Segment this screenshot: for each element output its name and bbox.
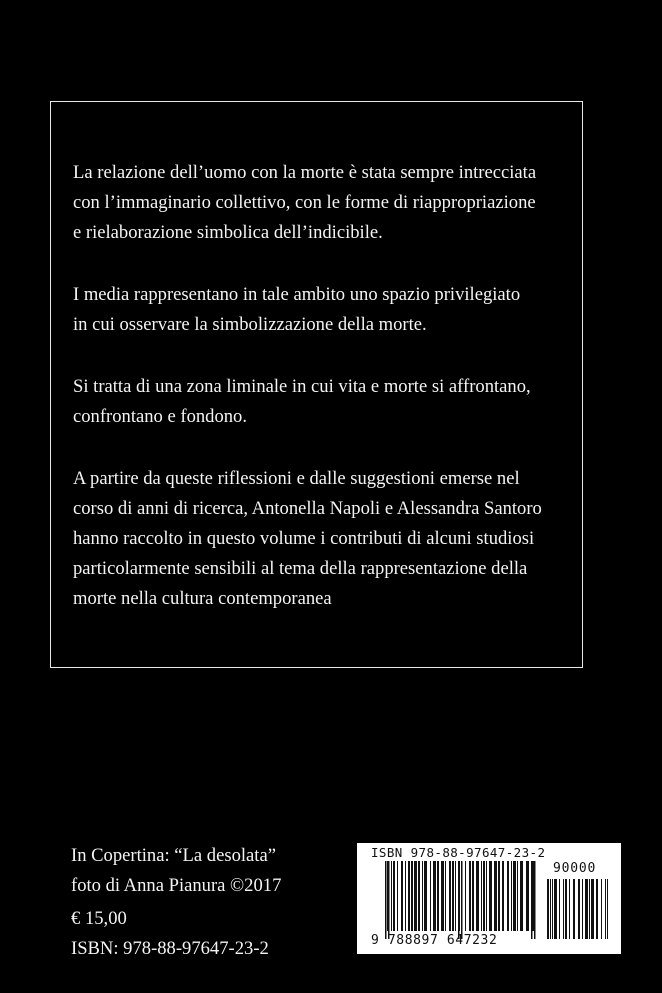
barcode-bar — [494, 861, 497, 931]
cover-credit-line: In Copertina: “La desolata” — [71, 845, 276, 866]
barcode-bar — [554, 879, 557, 939]
blurb-paragraph-3 — [73, 372, 573, 432]
blurb-paragraph-4 — [73, 464, 573, 614]
blurb-line: in cui osservare la simbolizzazione della morte. — [73, 314, 427, 335]
barcode-guard-bar — [534, 861, 536, 939]
barcode-bar — [472, 861, 474, 931]
barcode-bar — [605, 879, 606, 939]
barcode-bar — [520, 861, 523, 931]
barcode-guard-bar — [388, 861, 390, 939]
barcode-bar — [552, 879, 553, 939]
photo-credit-line: foto di Anna Pianura ©2017 — [71, 875, 282, 896]
barcode-bar — [489, 861, 492, 931]
barcode-guard-bar — [385, 861, 387, 939]
barcode-bar — [393, 861, 395, 931]
barcode-bar — [433, 861, 436, 931]
barcode-bar — [405, 861, 406, 931]
barcode — [357, 843, 621, 954]
barcode-bar — [422, 861, 423, 931]
barcode-bar — [585, 879, 588, 939]
barcode-bar — [401, 861, 403, 931]
barcode-bar — [569, 879, 570, 939]
barcode-bar — [596, 879, 598, 939]
barcode-bar — [601, 879, 602, 939]
barcode-bar — [414, 861, 417, 931]
barcode-bar — [465, 861, 466, 931]
blurb-text — [73, 158, 573, 646]
blurb-line: e rielaborazione simbolica dell’indicibile. — [73, 222, 383, 243]
blurb-line: Si tratta di una zona liminale in cui vita e morte si affrontano, — [73, 376, 531, 397]
barcode-bar — [418, 861, 420, 931]
barcode-bar — [476, 861, 479, 931]
barcode-bar — [550, 879, 551, 939]
barcode-guard-bar — [458, 861, 460, 939]
barcode-bar — [507, 861, 509, 931]
barcode-bar — [455, 861, 456, 931]
barcode-bar — [437, 861, 439, 931]
barcode-bar — [441, 861, 444, 931]
barcode-bar — [526, 861, 529, 931]
blurb-line: I media rappresentano in tale ambito uno spazio privilegiato — [73, 284, 521, 305]
barcode-bar — [411, 861, 413, 931]
barcode-bar — [483, 861, 485, 931]
blurb-line: particolarmente sensibili al tema della rappresentazione della — [73, 558, 528, 579]
barcode-bar — [498, 861, 500, 931]
barcode-bar — [607, 879, 608, 939]
barcode-bar — [517, 861, 518, 931]
barcode-bar — [582, 879, 583, 939]
barcode-bar — [565, 879, 567, 939]
barcode-bar — [397, 861, 398, 931]
blurb-line: hanno raccolto in questo volume i contributi di alcuni studiosi — [73, 528, 535, 549]
barcode-guard-bar — [531, 861, 533, 939]
barcode-isbn-label: ISBN 978-88-97647-23-2 — [371, 845, 546, 860]
barcode-bar — [591, 879, 594, 939]
blurb-line: confrontano e fondono. — [73, 406, 248, 427]
barcode-bar — [449, 861, 451, 931]
text-frame — [50, 101, 583, 668]
cover-credits — [71, 841, 281, 901]
blurb-line: A partire da queste riflessioni e dalle suggestioni emerse nel — [73, 468, 520, 489]
barcode-bar — [408, 861, 410, 931]
barcode-bar — [452, 861, 454, 931]
isbn-number: ISBN: 978-88-97647-23-2 — [71, 938, 269, 959]
blurb-line: corso di anni di ricerca, Antonella Napoli e Alessandra Santoro — [73, 498, 542, 519]
blurb-line: morte nella cultura contemporanea — [73, 588, 332, 609]
barcode-bar — [430, 861, 431, 931]
barcode-bar — [563, 879, 564, 939]
barcode-bar — [511, 861, 512, 931]
barcode-bar — [547, 879, 549, 939]
blurb-paragraph-1 — [73, 158, 573, 248]
price: € 15,00 — [71, 908, 127, 929]
barcode-addon-number: 90000 — [553, 861, 597, 876]
barcode-bar — [589, 879, 590, 939]
barcode-bar — [469, 861, 471, 931]
blurb-paragraph-2 — [73, 280, 573, 340]
blurb-line: La relazione dell’uomo con la morte è stata sempre intrecciata — [73, 162, 537, 183]
barcode-guard-bar — [461, 861, 463, 939]
barcode-digits: 9 788897 647232 — [371, 933, 498, 948]
barcode-bar — [502, 861, 504, 931]
blurb-line: con l’immaginario collettivo, con le forme di riappropriazione — [73, 192, 536, 213]
barcode-bar — [486, 861, 487, 931]
barcode-bar — [559, 879, 560, 939]
barcode-bar — [573, 879, 575, 939]
barcode-bar — [424, 861, 427, 931]
barcode-bar — [513, 861, 516, 931]
barcode-bar — [578, 879, 580, 939]
barcode-bar — [481, 861, 482, 931]
barcode-bar — [445, 861, 446, 931]
barcode-bar — [391, 861, 392, 931]
